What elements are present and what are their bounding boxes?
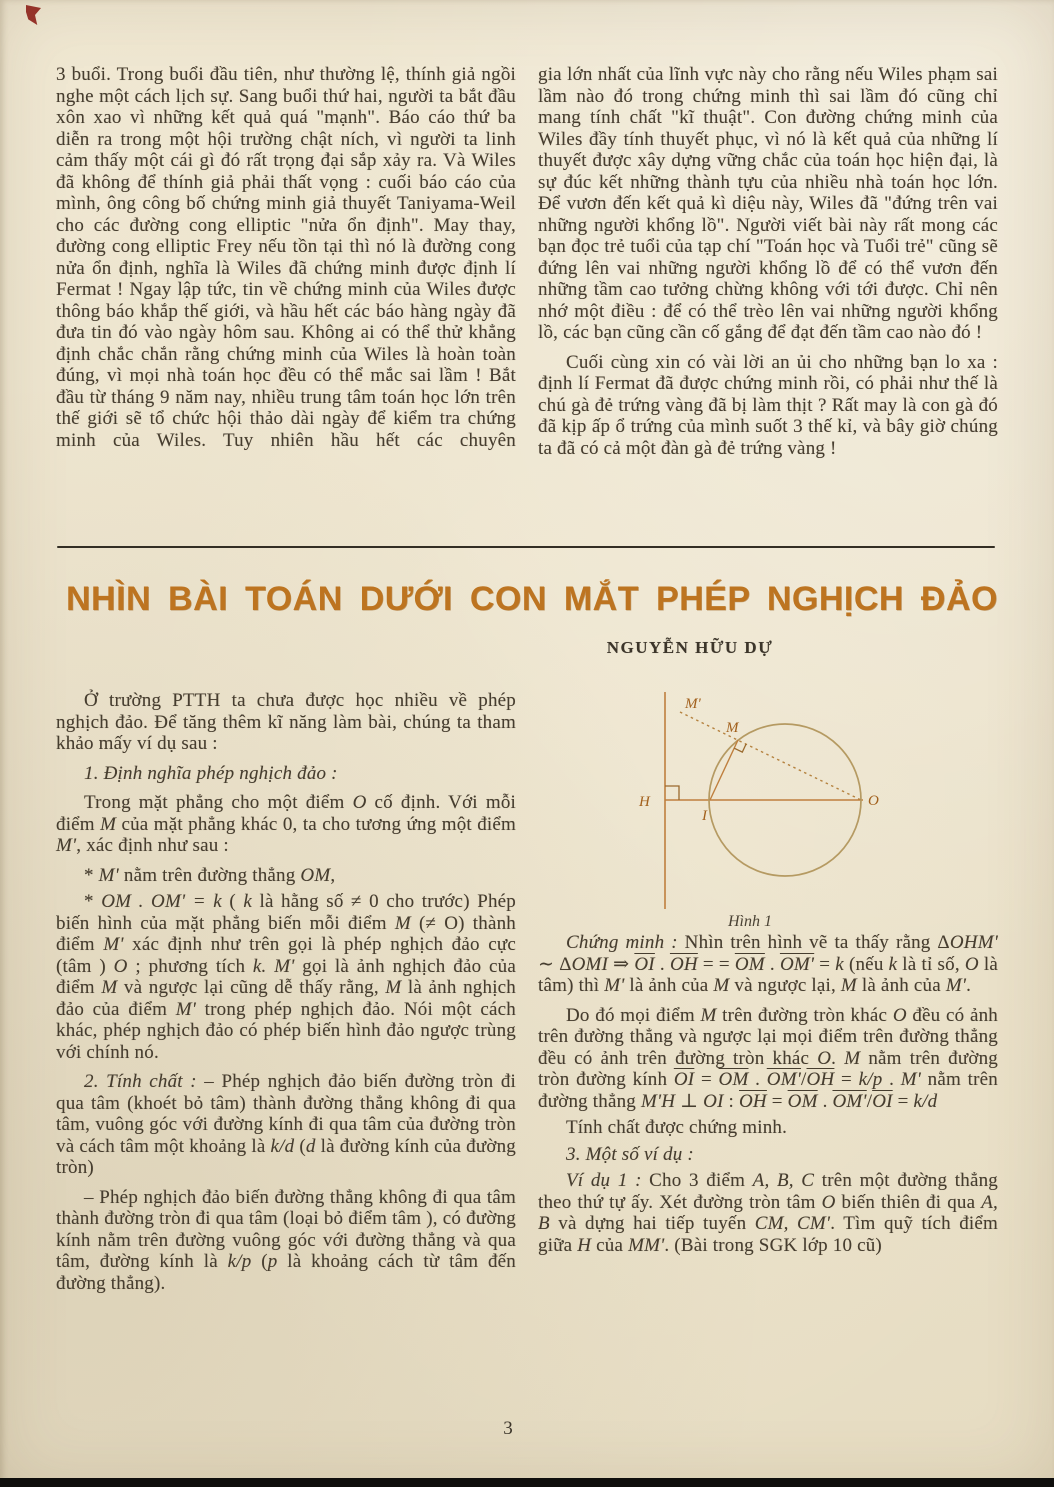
text-segment: Ở trường PTTH ta chưa được học nhiều về phép nghịch đảo. Để tăng thêm kĩ năng làm bài, chúng ta tham khảo mấy ví dụ sau :	[56, 690, 516, 754]
inversion-diagram	[538, 690, 998, 930]
text-segment: $\overline{OM}$	[734, 953, 765, 975]
text-segment: (	[221, 891, 244, 912]
figure-label-m-prime: M'	[685, 696, 701, 712]
text-segment: xác định như trên gọi là phép nghịch đảo cực (tâm )	[56, 934, 516, 977]
paragraph	[538, 932, 998, 997]
text-segment: .	[966, 975, 972, 996]
text-segment: =	[694, 1069, 719, 1090]
text-segment: CM, CM'	[754, 1213, 831, 1234]
text-segment: MM'	[628, 1234, 665, 1256]
text-segment: O	[817, 1047, 832, 1069]
text-segment: nằm trên đường thẳng	[118, 864, 301, 886]
text-segment: OM'	[779, 953, 815, 975]
text-segment: /	[801, 1069, 807, 1090]
figure-label-i: I	[702, 808, 707, 824]
figure-label-o: O	[868, 793, 879, 809]
text-segment: – Phép nghịch đảo biến đường tròn đi qua tâm (khoét bỏ tâm) thành đường thẳng không đi qua tâm, vuông góc với đường kính đi qua tâm của đường tròn và cách tâm một khoảng là	[56, 1071, 516, 1157]
text-segment: .	[831, 1047, 845, 1069]
text-segment: Tính chất được chứng minh.	[566, 1117, 788, 1138]
text-segment: $\overline{OI}$	[673, 1069, 695, 1090]
paragraph	[56, 891, 516, 1063]
text-segment: Trong mặt phẳng cho một điểm	[84, 792, 353, 813]
text-segment: 1. Định nghĩa phép nghịch đảo :	[84, 762, 338, 784]
text-segment: O	[892, 1004, 907, 1026]
text-segment: gia lớn nhất của lĩnh vực này cho rằng nếu Wiles phạm sai lầm nào đó trong chứng minh thì sai lầm đó cũng chỉ mang tính chất "kĩ thuật". Con đường chứng minh của Wiles đầy tính thuyết phục, vì nó là kết quả của những lí thuyết được xây dựng vững chắc của toán học hiện đại, là sự đúc kết những thành tựu của nhiều nhà toán học lớn. Để vươn đến kết quả kì diệu này, Wiles đã "đứng trên vai những người khổng lồ". Người viết bài này rất mong các bạn đọc trẻ tuổi của tạp chí "Toán học và Tuổi trẻ" cũng sẽ đứng lên vai những người khổng lồ để có thể vươn đến những tầm cao tưởng chừng không với tới được. Chỉ nên nhớ một điều : để có thể trèo lên vai những người khổng lồ, các bạn cũng cần cố gắng để đạt đến tầm cao nào đó !	[538, 64, 998, 343]
text-segment: M	[101, 977, 118, 998]
chord-I-M	[710, 740, 738, 800]
figure-label-h: H	[639, 794, 650, 810]
text-segment: $\overline{OI}$	[872, 1090, 893, 1112]
text-segment: Ví dụ 1 :	[566, 1170, 642, 1191]
paragraph	[538, 64, 998, 344]
text-segment: ; phương tích	[127, 955, 253, 977]
text-segment: k	[888, 953, 898, 975]
text-segment: k/p	[227, 1251, 252, 1272]
text-segment: $\overline{OH}$	[669, 953, 698, 975]
text-segment: OM . OM' = k	[101, 891, 222, 912]
text-segment: $\overline{OH}$	[739, 1090, 767, 1112]
text-segment: là đường kính của đường tròn)	[56, 1135, 516, 1178]
text-segment: k/d	[270, 1135, 295, 1157]
text-segment: =	[834, 1069, 859, 1090]
paragraph	[56, 763, 516, 785]
page-number: 3	[503, 1418, 513, 1439]
article-right-column	[538, 690, 998, 1299]
red-ink-mark	[26, 5, 41, 25]
text-segment: OM'	[832, 1090, 867, 1112]
text-segment: 3. Một số ví dụ :	[566, 1143, 694, 1165]
paragraph	[56, 865, 516, 887]
text-segment: .	[748, 1069, 767, 1090]
paragraph	[538, 352, 998, 460]
text-segment: $\overline{OM}$	[787, 1090, 818, 1112]
paragraph	[56, 64, 516, 451]
text-segment: trong phép nghịch đảo. Nói một cách khác, phép nghịch đảo có phép biến hình đảo ngược trùng với chính nó.	[56, 998, 516, 1063]
paragraph	[56, 1187, 516, 1295]
article-right-column-text	[538, 932, 998, 1256]
text-segment: = =	[697, 953, 735, 975]
figure-caption: Hình 1	[728, 913, 772, 930]
text-segment: M	[385, 977, 402, 998]
text-segment: k. M'	[252, 955, 295, 977]
text-segment: /	[866, 1090, 873, 1112]
paragraph	[538, 1117, 998, 1139]
text-segment: cố định. Với mỗi điểm	[56, 792, 516, 835]
text-segment: O	[964, 953, 979, 975]
text-segment: H	[577, 1234, 592, 1256]
text-segment: M	[100, 813, 117, 835]
text-segment: là ảnh nghịch đảo của điểm	[56, 977, 517, 1020]
text-segment: ,	[330, 864, 336, 886]
text-segment: trên đường tròn khác	[716, 1004, 893, 1026]
paragraph	[538, 1005, 998, 1113]
text-segment: =	[892, 1090, 914, 1112]
text-segment: Nhìn trên hình vẽ ta thấy rằng Δ	[677, 932, 950, 953]
text-segment: M	[840, 975, 857, 996]
text-segment: :	[723, 1090, 739, 1112]
text-segment: (	[251, 1251, 268, 1272]
text-segment: k/p	[858, 1069, 883, 1090]
text-segment: p	[267, 1251, 278, 1272]
text-segment: Cho 3 điểm	[641, 1170, 753, 1191]
text-segment: OHM'	[949, 932, 998, 953]
text-segment: .	[654, 953, 670, 975]
section-divider-rule	[57, 546, 995, 548]
text-segment: là tâm) thì	[538, 953, 998, 996]
text-segment: A, B	[538, 1191, 998, 1234]
text-segment: là tỉ số,	[897, 953, 965, 975]
text-segment: $\overline{OM}$	[718, 1069, 749, 1090]
text-segment: Chứng minh :	[566, 932, 678, 953]
article-author: NGUYỄN HỮU DỰ	[606, 638, 774, 657]
text-segment: M'	[56, 835, 77, 856]
text-segment: trên một đường thẳng theo thứ tự ấy. Xét đường tròn tâm	[538, 1170, 998, 1213]
text-segment: và ngược lại cũng dễ thấy rằng,	[117, 977, 386, 998]
text-segment: .	[817, 1090, 833, 1112]
text-segment: M'H	[640, 1090, 676, 1112]
top-article-right-column	[538, 64, 998, 464]
text-segment: k/d	[913, 1090, 938, 1112]
text-segment: . Tìm quỹ tích điểm giữa	[538, 1213, 999, 1256]
text-segment: d	[305, 1135, 316, 1157]
text-segment: ⊥	[675, 1090, 704, 1112]
paragraph	[538, 1170, 998, 1256]
text-segment: 3 buổi. Trong buổi đầu tiên, như thường lệ, thính giả ngồi nghe một cách lịch sự. Sang buổi thứ hai, người ta bắt đầu xôn xao vì những kết quả quá "mạnh". Báo cáo thứ ba diễn ra trong một hội trường chật ních, vì người ta linh cảm thấy một cái gì đó rất trọng đại sắp xảy ra. Và Wiles đã không để thính giả phải thất vọng : cuối báo cáo của mình, ông công bố chứng minh giả thuyết Taniyama-Weil cho các đường cong elliptic "nửa ổn định". May thay, đường cong elliptic Frey nếu tồn tại thì nó là đường cong nửa ổn định, nghĩa là Wiles đã chứng minh được định lí Fermat ! Ngay lập tức, tin về chứng minh của Wiles được thông báo khắp thế giới, và hầu hết các báo hàng ngày đã đưa tin đó vào ngày hôm sau. Không ai có thể thử khẳng định chắc chắn rằng chứng minh của Wiles là hoàn toàn đúng, vì mọi nhà toán học đều có thể mắc sai lầm ! Bắt đầu từ tháng 9 năm nay, nhiều trung tâm toán học lớn trên thế giới sẽ tổ chức hội thảo dài ngày để kiểm tra chứng minh của Wiles. Tuy nhiên hầu hết các chuyên	[56, 64, 516, 451]
text-segment: A, B, C	[752, 1170, 815, 1191]
text-segment: M'	[175, 998, 196, 1020]
text-segment: OI	[703, 1090, 724, 1112]
text-segment: 2. Tính chất :	[84, 1071, 197, 1092]
text-segment: – Phép nghịch đảo biến đường thẳng không đi qua tâm thành đường tròn đi qua tâm (loại bỏ điểm tâm ), có đường kính nằm trên đường vuông góc với đường thẳng và qua tâm, đường kính là	[56, 1186, 516, 1272]
text-segment: O	[352, 792, 367, 813]
text-segment: ∼ Δ	[538, 953, 572, 975]
text-segment: là ảnh của	[856, 975, 946, 996]
figure-hinh-1	[538, 690, 998, 930]
text-segment: OM	[300, 864, 331, 886]
article-body	[56, 690, 998, 1299]
text-segment: (nếu	[843, 953, 889, 975]
text-segment: , xác định như sau :	[76, 835, 229, 856]
text-segment: M	[844, 1047, 861, 1069]
page-bottom-edge	[0, 1478, 1054, 1487]
text-segment: đều có ảnh trên đường thẳng và ngược lại mọi điểm trên đường thẳng đều có ảnh trên đường tròn khác	[538, 1004, 998, 1069]
text-segment: (≠ O) thành điểm	[56, 912, 516, 955]
text-segment: $\overline{OH}$	[806, 1069, 835, 1090]
text-segment: M'	[900, 1069, 921, 1090]
text-segment: và dựng hai tiếp tuyến	[549, 1213, 755, 1234]
text-segment: *	[84, 864, 99, 886]
top-article	[56, 64, 998, 464]
text-segment: $\overline{OI}$	[634, 953, 655, 975]
paragraph	[56, 1071, 516, 1179]
text-segment: là ảnh của	[624, 975, 714, 996]
text-segment: k	[835, 953, 844, 975]
text-segment: *	[84, 891, 102, 912]
text-segment: k	[243, 891, 252, 912]
text-segment: M'	[945, 975, 967, 996]
paragraph	[56, 690, 516, 755]
text-segment: của mặt phẳng khác 0, ta cho tương ứng một điểm	[116, 813, 516, 835]
text-segment: O	[113, 955, 128, 977]
text-segment: =	[766, 1090, 788, 1112]
text-segment: Do đó mọi điểm	[566, 1004, 701, 1026]
text-segment: nằm trên đường tròn đường kính	[538, 1047, 998, 1090]
text-segment: ⇒	[608, 953, 635, 975]
text-segment: .	[764, 953, 780, 975]
text-segment: M'	[604, 975, 625, 996]
text-segment: nằm trên đường thẳng	[538, 1069, 998, 1112]
text-segment: M'	[103, 934, 124, 955]
text-segment: M	[394, 912, 411, 934]
text-segment: Cuối cùng xin có vài lời an ủi cho những bạn lo xa : định lí Fermat đã được chứng minh rồi, có phải như thế là chú gà đẻ trứng vàng đã bị làm thịt ? Rất may là con gà đó đã kịp ấp ổ trứng của mình suốt 3 thế kỉ, và bây giờ chúng ta đã có cả một đàn gà đẻ trứng vàng !	[538, 351, 998, 459]
article-title: NHÌN BÀI TOÁN DƯỚI CON MẮT PHÉP NGHỊCH ĐẢO	[66, 580, 998, 618]
text-segment: là khoảng cách từ tâm đến đường thẳng).	[56, 1251, 516, 1294]
text-segment: là hằng số ≠ 0 cho trước) Phép biến hình của mặt phẳng biến mỗi điểm	[56, 891, 516, 934]
article-left-column	[56, 690, 516, 1299]
text-segment: .	[882, 1069, 901, 1090]
text-segment: OMI	[571, 953, 609, 975]
top-article-left-column	[56, 64, 516, 464]
text-segment: và ngược lại,	[729, 975, 841, 996]
paragraph	[56, 792, 516, 857]
text-segment: (	[294, 1135, 306, 1157]
text-segment: gọi là ảnh nghịch đảo của điểm	[56, 955, 516, 998]
text-segment: M	[713, 975, 730, 996]
text-segment: biến thiên đi qua	[835, 1191, 982, 1213]
text-segment: O	[821, 1191, 836, 1213]
paragraph	[538, 1144, 998, 1166]
figure-label-m: M	[726, 720, 739, 736]
right-angle-marker-H	[665, 786, 679, 800]
text-segment: =	[814, 953, 836, 975]
text-segment: OM'	[766, 1069, 802, 1090]
text-segment: của	[591, 1234, 629, 1256]
text-segment: M'	[98, 864, 119, 886]
text-segment: M	[700, 1004, 717, 1026]
text-segment: . (Bài trong SGK lớp 10 cũ)	[664, 1234, 882, 1256]
